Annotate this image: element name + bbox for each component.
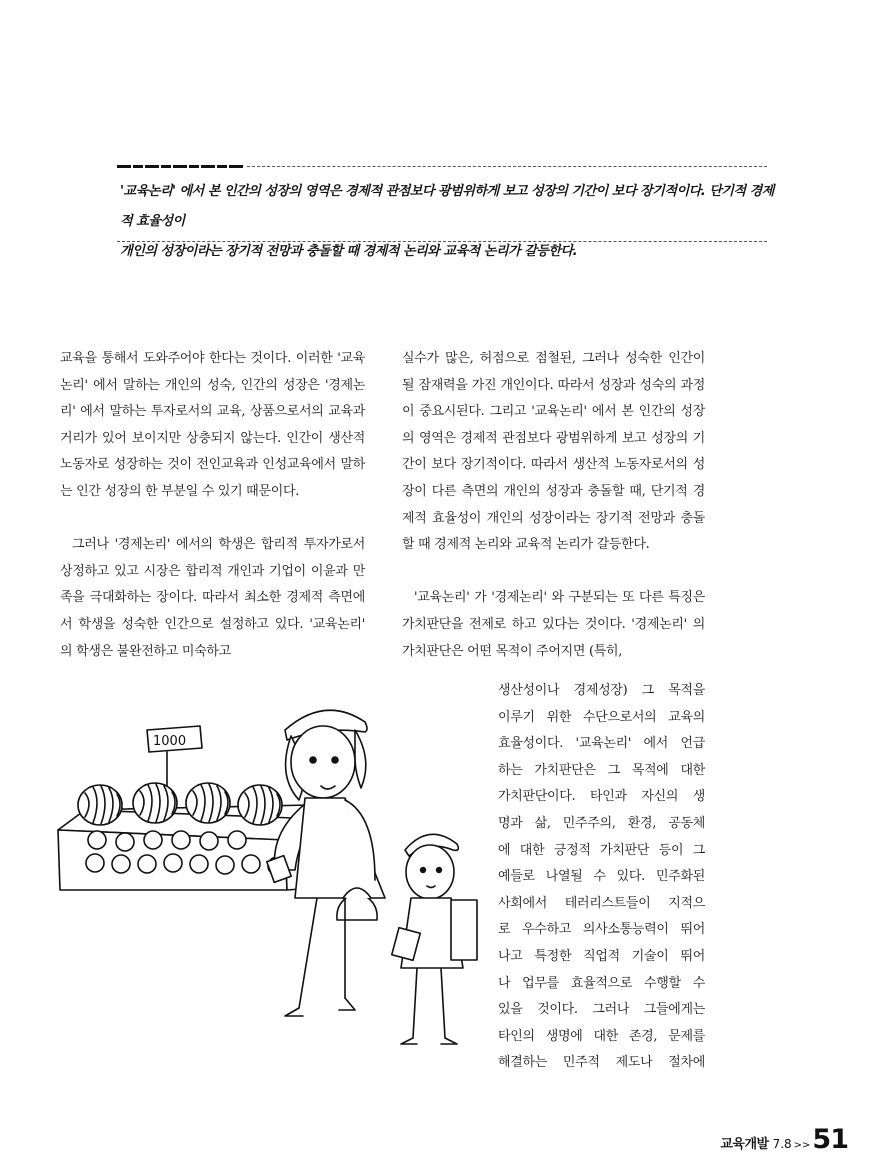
page-number: 51 [812,1124,848,1155]
pull-quote-bar [117,165,245,168]
price-tag-text: 1000 [153,734,187,749]
arrow-glyph: >> [793,1140,811,1151]
mother-figure [267,710,385,1016]
text-line: 사회에서 테러리스트들이 지적으 [498,895,705,911]
text-line: 생산성이나 경제성장) 그 목적을 [498,683,705,698]
pull-quote-top-rule [247,166,767,167]
issue-number: 7.8 [772,1137,792,1151]
body-column-left [60,346,365,665]
text-line: 가치판단이다. 타인과 자신의 생 [498,789,705,805]
paragraph: 그러나 '경제논리' 에서의 학생은 합리적 투자가로서 상정하고 있고 시장은 합리적 개인과 기업이 이윤과 만족을 극대화하는 장이다. 따라서 최소한 경제적 측면에서 학생을 성숙한 인간으로 설정하고 있다. '교육논리' 의 학생은 불완전하고 미숙하고 [60,537,365,659]
text-line: 나 업무를 효율적으로 수행할 수 [498,975,705,991]
pull-quote [120,177,780,267]
page-footer [720,1124,848,1155]
text-line: 해결하는 민주적 제도나 절차에 [498,1055,705,1071]
fruit-stand-illustration [55,690,495,1060]
body-column-right [402,346,705,665]
text-line: 로 우수하고 의사소통능력이 뛰어 [498,922,705,938]
child-figure [392,834,477,1044]
text-line: 예들로 나열될 수 있다. 민주화된 [498,869,705,885]
text-line: 있을 것이다. 그러나 그들에게는 [498,1002,705,1018]
text-line: 하는 가치판단은 그 목적에 대한 [498,762,705,778]
pull-quote-line-1: '교육논리' 에서 본 인간의 성장의 영역은 경제적 관점보다 광범위하게 보고 성장의 기간이 보다 장기적이다. 단기적 경제적 효율성이 [120,184,774,229]
text-line: 명과 삶, 민주주의, 환경, 공동체 [498,815,705,831]
text-line: 에 대한 긍정적 가치판단 등이 그 [498,842,705,858]
text-line: 효율성이다. '교육논리' 에서 언급 [498,736,705,752]
body-column-wrapped [498,678,705,1077]
text-line: 이루기 위한 수단으로서의 교육의 [498,709,705,725]
text-line: 나고 특정한 직업적 기술이 뛰어 [498,948,705,964]
pull-quote-line-2: 개인의 성장이라는 장기적 전망과 충돌할 때 경제적 논리와 교육적 논리가 갈등한다. [120,244,578,259]
paragraph: 실수가 많은, 허점으로 점철된, 그러나 성숙한 인간이 될 잠재력을 가진 개인이다. 따라서 성장과 성숙의 과정이 중요시된다. 그리고 '교육논리' 에서 본 인간의 성장의 영역은 경제적 관점보다 광범위하게 보고 성장의 기간이 보다 장기적이다. 따라서 생산적 노동자로서의 성장이 다른 측면의 개인의 성장과 충돌할 때, 단기적 경제적 효율성이 개인의 성장이라는 장기적 전망과 충돌할 때 경제적 논리와 교육적 논리가 갈등한다. [402,351,705,553]
text-line: 타인의 생명에 대한 존경, 문제를 [498,1028,705,1044]
pull-quote-bottom-rule [117,241,767,242]
paragraph: 교육을 통해서 도와주어야 한다는 것이다. 이러한 '교육논리' 에서 말하는 개인의 성숙, 인간의 성장은 '경제논리' 에서 말하는 투자로서의 교육, 상품으로서의 교육과 거리가 있어 보이지만 상충되지 않는다. 인간이 생산적 노동자로 성장하는 것이 전인교육과 인성교육에서 말하는 인간 성장의 한 부분일 수 있기 때문이다. [60,351,365,499]
paragraph: '교육논리' 가 '경제논리' 와 구분되는 또 다른 특징은 가치판단을 전제로 하고 있다는 것이다. '경제논리' 의 가치판단은 어떤 목적이 주어지면 (특히, [402,590,705,659]
magazine-name: 교육개발 [720,1137,769,1152]
